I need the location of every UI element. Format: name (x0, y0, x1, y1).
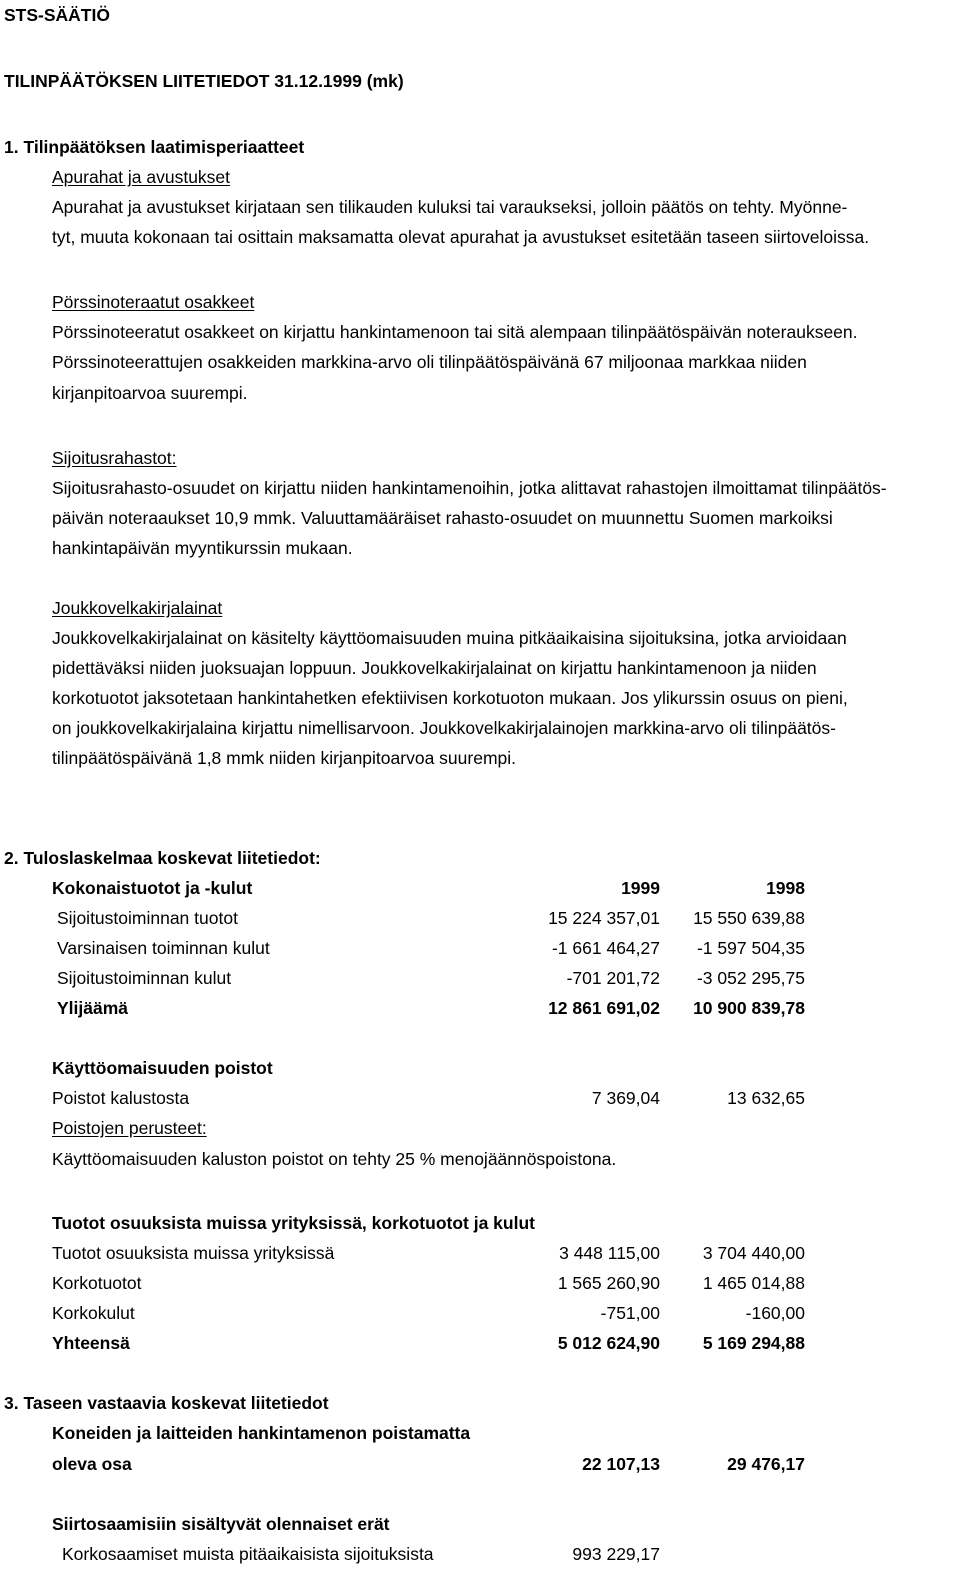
row-label: Korkosaamiset muista pitäaikaisista sijoituksista (62, 1544, 434, 1564)
apurahat-line: Apurahat ja avustukset kirjataan sen tilikauden kuluksi tai varaukseksi, jolloin päätös on tehty. Myönne- (52, 197, 848, 217)
row-label: Sijoitustoiminnan tuotot (57, 908, 238, 928)
column-header-1999: 1999 (621, 878, 660, 898)
joukko-line: on joukkovelkakirjalaina kirjattu nimellisarvoon. Joukkovelkakirjalainojen markkina-arvo oli tilinpäätös- (52, 718, 836, 738)
poistot-heading: Käyttöomaisuuden poistot (52, 1058, 273, 1078)
koneet-label-line2: oleva osa (52, 1454, 132, 1474)
value-1998: -3 052 295,75 (696, 968, 805, 988)
porssi-line: Pörssinoteeratut osakkeet on kirjattu hankintamenoon tai sitä alempaan tilinpäätöspäivän noteraukseen. (52, 322, 858, 342)
apurahat-line: tyt, muuta kokonaan tai osittain maksamatta olevat apurahat ja avustukset esitetään taseen siirtoveloissa. (52, 227, 870, 247)
value-1999: 1 565 260,90 (557, 1273, 660, 1293)
kokonais-heading: Kokonaistuotot ja -kulut (52, 878, 253, 898)
porssi-heading: Pörssinoteraatut osakkeet (52, 292, 255, 312)
row-label: Varsinaisen toiminnan kulut (57, 938, 270, 958)
value-1999: 993 229,17 (572, 1544, 660, 1564)
value-1999: -701 201,72 (566, 968, 660, 988)
sijoitus-line: päivän noteraaukset 10,9 mmk. Valuuttamääräiset rahasto-osuudet on muunnettu Suomen markoiksi (52, 508, 833, 528)
section-1-heading: 1. Tilinpäätöksen laatimisperiaatteet (4, 137, 305, 157)
row-label: Tuotot osuuksista muissa yrityksissä (52, 1243, 335, 1263)
value-1999: -1 661 464,27 (551, 938, 660, 958)
poistot-basis-text: Käyttöomaisuuden kaluston poistot on tehty 25 % menojäännöspoistona. (52, 1149, 617, 1169)
sijoitus-heading: Sijoitusrahastot: (52, 448, 177, 468)
organization-name: STS-SÄÄTIÖ (4, 5, 110, 25)
total-1998: 10 900 839,78 (693, 998, 805, 1018)
value-1998: 13 632,65 (727, 1088, 805, 1108)
row-label: Poistot kalustosta (52, 1088, 190, 1108)
total-1998: 5 169 294,88 (702, 1333, 805, 1353)
value-1998: 15 550 639,88 (693, 908, 805, 928)
koneet-label-line1: Koneiden ja laitteiden hankintamenon poistamatta (52, 1423, 471, 1443)
value-1999: 15 224 357,01 (548, 908, 660, 928)
value-1999: 22 107,13 (582, 1454, 660, 1474)
value-1999: -751,00 (600, 1303, 660, 1323)
joukko-line: pidettäväksi niiden juoksuajan loppuun. Joukkovelkakirjalainat on kirjattu hankintamenoon ja niiden (52, 658, 817, 678)
document-title: TILINPÄÄTÖKSEN LIITETIEDOT 31.12.1999 (mk) (4, 71, 404, 91)
value-1998: -160,00 (745, 1303, 805, 1323)
value-1998: 3 704 440,00 (702, 1243, 805, 1263)
joukko-line: tilinpäätöspäivänä 1,8 mmk niiden kirjanpitoarvoa suurempi. (52, 748, 516, 768)
sijoitus-line: Sijoitusrahasto-osuudet on kirjattu niiden hankintamenoihin, jotka alittavat rahastojen ilmoittamat tilinpäätös- (52, 478, 887, 498)
total-1999: 12 861 691,02 (548, 998, 660, 1018)
siirto-heading: Siirtosaamisiin sisältyvät olennaiset erät (52, 1514, 390, 1534)
joukko-line: korkotuotot jaksotetaan hankintahetken efektiivisen korkotuoton mukaan. Jos ylikurssin osuus on pieni, (52, 688, 848, 708)
row-label: Korkokulut (52, 1303, 135, 1323)
row-label: Korkotuotot (52, 1273, 142, 1293)
poistot-basis-heading: Poistojen perusteet: (52, 1118, 207, 1138)
joukko-heading: Joukkovelkakirjalainat (52, 598, 223, 618)
apurahat-heading: Apurahat ja avustukset (52, 167, 231, 187)
column-header-1998: 1998 (766, 878, 805, 898)
value-1998: 29 476,17 (727, 1454, 805, 1474)
section-2-heading: 2. Tuloslaskelmaa koskevat liitetiedot: (4, 848, 321, 868)
value-1998: -1 597 504,35 (696, 938, 805, 958)
total-label: Yhteensä (52, 1333, 130, 1353)
total-1999: 5 012 624,90 (557, 1333, 660, 1353)
value-1998: 1 465 014,88 (702, 1273, 805, 1293)
row-label: Sijoitustoiminnan kulut (57, 968, 232, 988)
section-3-heading: 3. Taseen vastaavia koskevat liitetiedot (4, 1393, 329, 1413)
porssi-line: kirjanpitoarvoa suurempi. (52, 383, 248, 403)
tuotot-heading: Tuotot osuuksista muissa yrityksissä, korkotuotot ja kulut (52, 1213, 535, 1233)
porssi-line: Pörssinoteerattujen osakkeiden markkina-arvo oli tilinpäätöspäivänä 67 miljoonaa markkaa niiden (52, 352, 807, 372)
total-label: Ylijäämä (57, 998, 129, 1018)
value-1999: 3 448 115,00 (559, 1243, 660, 1263)
sijoitus-line: hankintapäivän myyntikurssin mukaan. (52, 538, 353, 558)
value-1999: 7 369,04 (591, 1088, 660, 1108)
joukko-line: Joukkovelkakirjalainat on käsitelty käyttöomaisuuden muina pitkäaikaisina sijoituksina, jotka arvioidaan (52, 628, 847, 648)
